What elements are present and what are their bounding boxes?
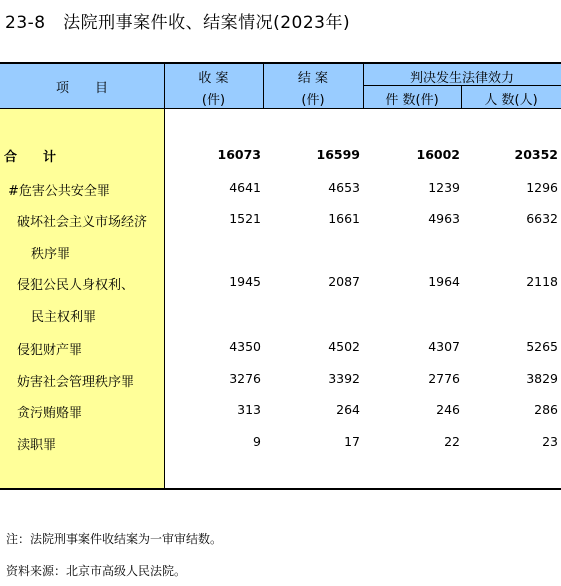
footnote: 注：法院刑事案件收结案为一审审结数。 [6,532,223,546]
cell-received: 313 [237,402,261,417]
cell-closed: 16599 [316,147,360,162]
cell-closed: 2087 [328,274,360,289]
header-closed-unit: (件) [301,93,325,108]
cell-closed: 17 [344,434,360,449]
header-received-unit: (件) [201,93,226,108]
cell-persons: 1296 [526,180,558,195]
cell-persons: 20352 [514,147,558,162]
cell-cases: 22 [444,434,460,449]
header-received: 收 案 [198,71,229,86]
header-bottom-rule [0,108,561,109]
cell-persons: 286 [534,402,558,417]
cell-cases: 2776 [428,371,460,386]
cell-cases: 246 [436,402,460,417]
cell-cases: 4307 [428,339,460,354]
cell-cases: 1964 [428,274,460,289]
cell-received: 16073 [217,147,261,162]
page-title: 23-8 法院刑事案件收、结案情况(2023年) [5,13,351,33]
table-bottom-rule [0,488,561,490]
row-label: 侵犯公民人身权利、 [17,278,135,293]
cell-persons: 5265 [526,339,558,354]
row-label-continuation: 秩序罪 [31,247,71,262]
cell-cases: 4963 [428,211,460,226]
cell-cases: 1239 [428,180,460,195]
row-label: 贪污贿赂罪 [17,406,83,421]
row-label: 渎职罪 [17,438,57,453]
cell-received: 3276 [229,371,261,386]
cell-closed: 3392 [328,371,360,386]
cell-received: 1945 [229,274,261,289]
header-judgment: 判决发生法律效力 [409,71,514,86]
row-label-continuation: 民主权利罪 [31,310,97,325]
cell-persons: 3829 [526,371,558,386]
cell-closed: 264 [336,402,360,417]
cell-closed: 4502 [328,339,360,354]
cell-closed: 4653 [328,180,360,195]
cell-received: 9 [253,434,261,449]
header-item: 项 目 [55,81,108,96]
row-label-column-background [0,108,164,489]
cell-received: 1521 [229,211,261,226]
cell-persons: 23 [542,434,558,449]
row-label: 妨害社会管理秩序罪 [17,375,135,390]
data-source: 资料来源：北京市高级人民法院。 [6,564,187,578]
cell-persons: 6632 [526,211,558,226]
cell-closed: 1661 [328,211,360,226]
row-label: #危害公共安全罪 [8,184,110,199]
row-label: 破坏社会主义市场经济 [17,215,148,230]
row-label: 侵犯财产罪 [17,343,83,358]
header-persons: 人 数(人) [484,93,538,108]
header-cases: 件 数(件) [385,93,439,108]
cell-received: 4641 [229,180,261,195]
row-label-total: 合 计 [4,150,57,165]
cell-received: 4350 [229,339,261,354]
cell-persons: 2118 [526,274,558,289]
cell-cases: 16002 [416,147,460,162]
header-closed: 结 案 [297,71,329,86]
table-top-rule [0,62,561,64]
